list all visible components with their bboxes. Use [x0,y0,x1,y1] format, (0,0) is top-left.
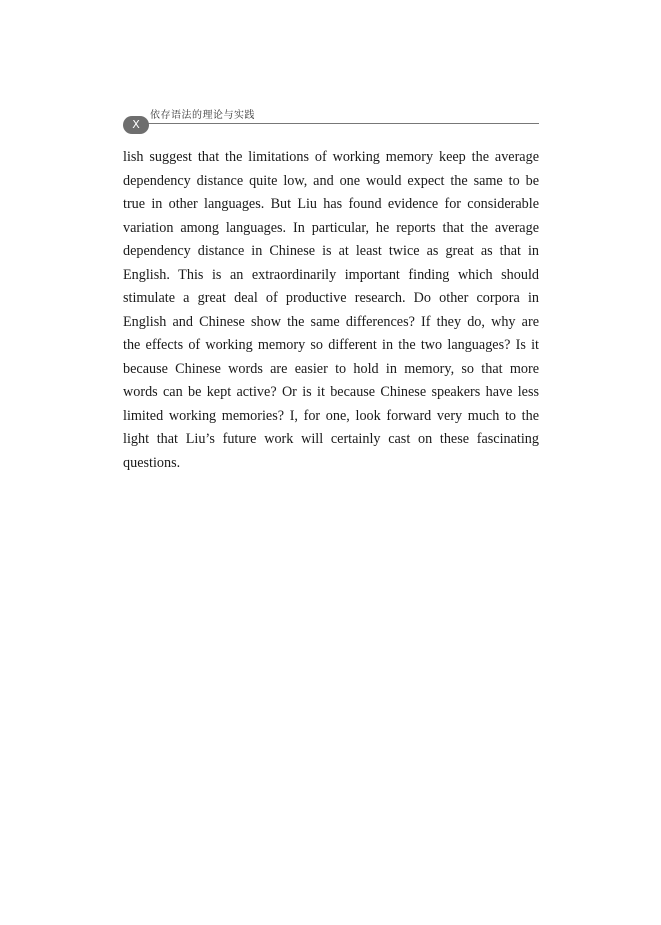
text-line: questions. [123,454,181,471]
page-number-badge: X [123,116,149,134]
text-line: limited working memories? I, for one, look forward very much to the [123,407,539,424]
text-line: words can be kept active? Or is it because Chinese speakers have less [123,384,539,400]
body-paragraph [123,146,539,475]
text-line: because Chinese words are easier to hold in memory, so that more [123,360,539,377]
text-line: dependency distance in Chinese is at least twice as great as that in [123,243,539,259]
running-head [123,109,539,133]
text-line: stimulate a great deal of productive research. Do other corpora in [123,290,539,306]
text-line: the effects of working memory so different in the two languages? Is it [123,337,539,353]
text-line: light that Liu’s future work will certainly cast on these fascinating [123,431,539,447]
running-head-title: 依存语法的理论与实践 [150,110,255,121]
text-line: English. This is an extraordinarily important finding which should [123,266,539,283]
text-line: variation among languages. In particular, he reports that the average [123,219,539,236]
header-rule [147,123,539,124]
text-line: lish suggest that the limitations of working memory keep the average [123,149,539,165]
text-line: English and Chinese show the same differences? If they do, why are [123,313,539,330]
text-line: true in other languages. But Liu has found evidence for considerable [123,196,539,212]
text-line: dependency distance quite low, and one would expect the same to be [123,172,539,189]
